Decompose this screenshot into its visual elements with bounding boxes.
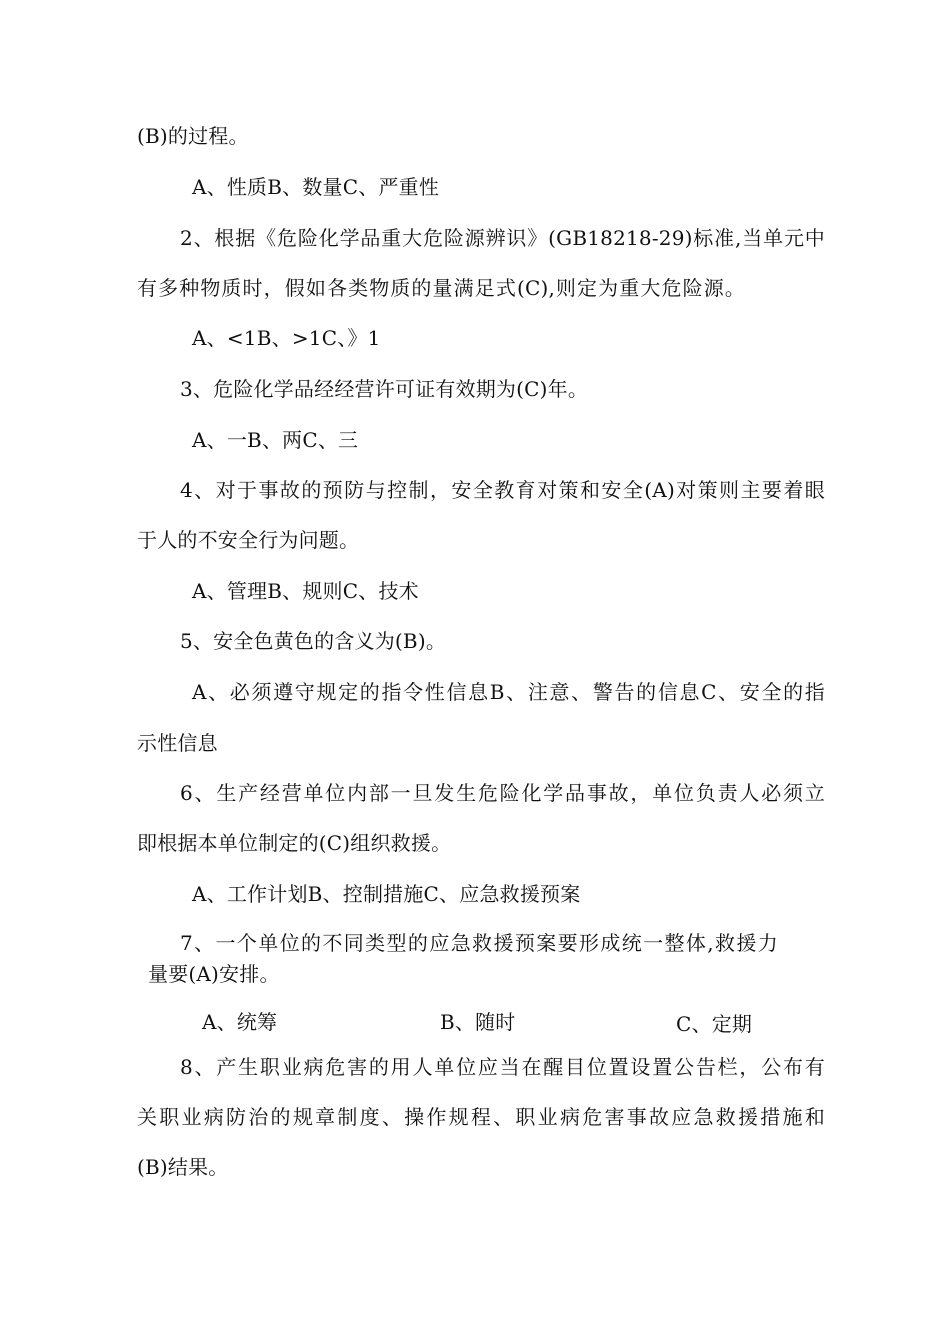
question-2-line-2: 有多种物质时，假如各类物质的量满足式(C),则定为重大危险源。	[137, 276, 745, 300]
question-7-line-2: 量要(A)安排。	[148, 962, 280, 986]
option-line: A、工作计划B、控制措施C、应急救援预案	[192, 882, 581, 906]
option-b: B、随时	[440, 1010, 516, 1034]
question-5-line: 5、安全色黄色的含义为(B)。	[180, 629, 447, 653]
option-line: A、管理B、规则C、技术	[192, 579, 419, 603]
option-line: A、一B、两C、三	[192, 428, 359, 452]
option-line: A、性质B、数量C、严重性	[192, 175, 440, 199]
question-8-line-3: (B)结果。	[137, 1155, 229, 1179]
question-4-line-2: 于人的不安全行为问题。	[137, 528, 360, 552]
option-line-5-2: 示性信息	[137, 731, 218, 755]
option-c: C、定期	[676, 1012, 753, 1036]
option-line: A、<1B、>1C、》1	[192, 326, 381, 350]
question-8-line-2: 关职业病防治的规章制度、操作规程、职业病危害事故应急救援措施和	[137, 1105, 825, 1129]
question-8-line-1: 8、产生职业病危害的用人单位应当在醒目位置设置公告栏，公布有	[180, 1055, 825, 1079]
text-line: (B)的过程。	[137, 124, 249, 148]
option-a: A、统筹	[202, 1010, 278, 1034]
question-4-line-1: 4、对于事故的预防与控制，安全教育对策和安全(A)对策则主要着眼	[180, 478, 825, 502]
option-line-5-1: A、必须遵守规定的指令性信息B、注意、警告的信息C、安全的指	[192, 680, 825, 704]
question-2-line-1: 2、根据《危险化学品重大危险源辨识》(GB18218-29)标准,当单元中	[180, 226, 825, 250]
question-6-line-2: 即根据本单位制定的(C)组织救援。	[137, 831, 452, 855]
question-6-line-1: 6、生产经营单位内部一旦发生危险化学品事故，单位负责人必须立	[180, 781, 825, 805]
question-3-line: 3、危险化学品经经营许可证有效期为(C)年。	[180, 377, 589, 401]
question-7-line-1: 7、一个单位的不同类型的应急救援预案要形成统一整体,救援力	[180, 931, 778, 955]
